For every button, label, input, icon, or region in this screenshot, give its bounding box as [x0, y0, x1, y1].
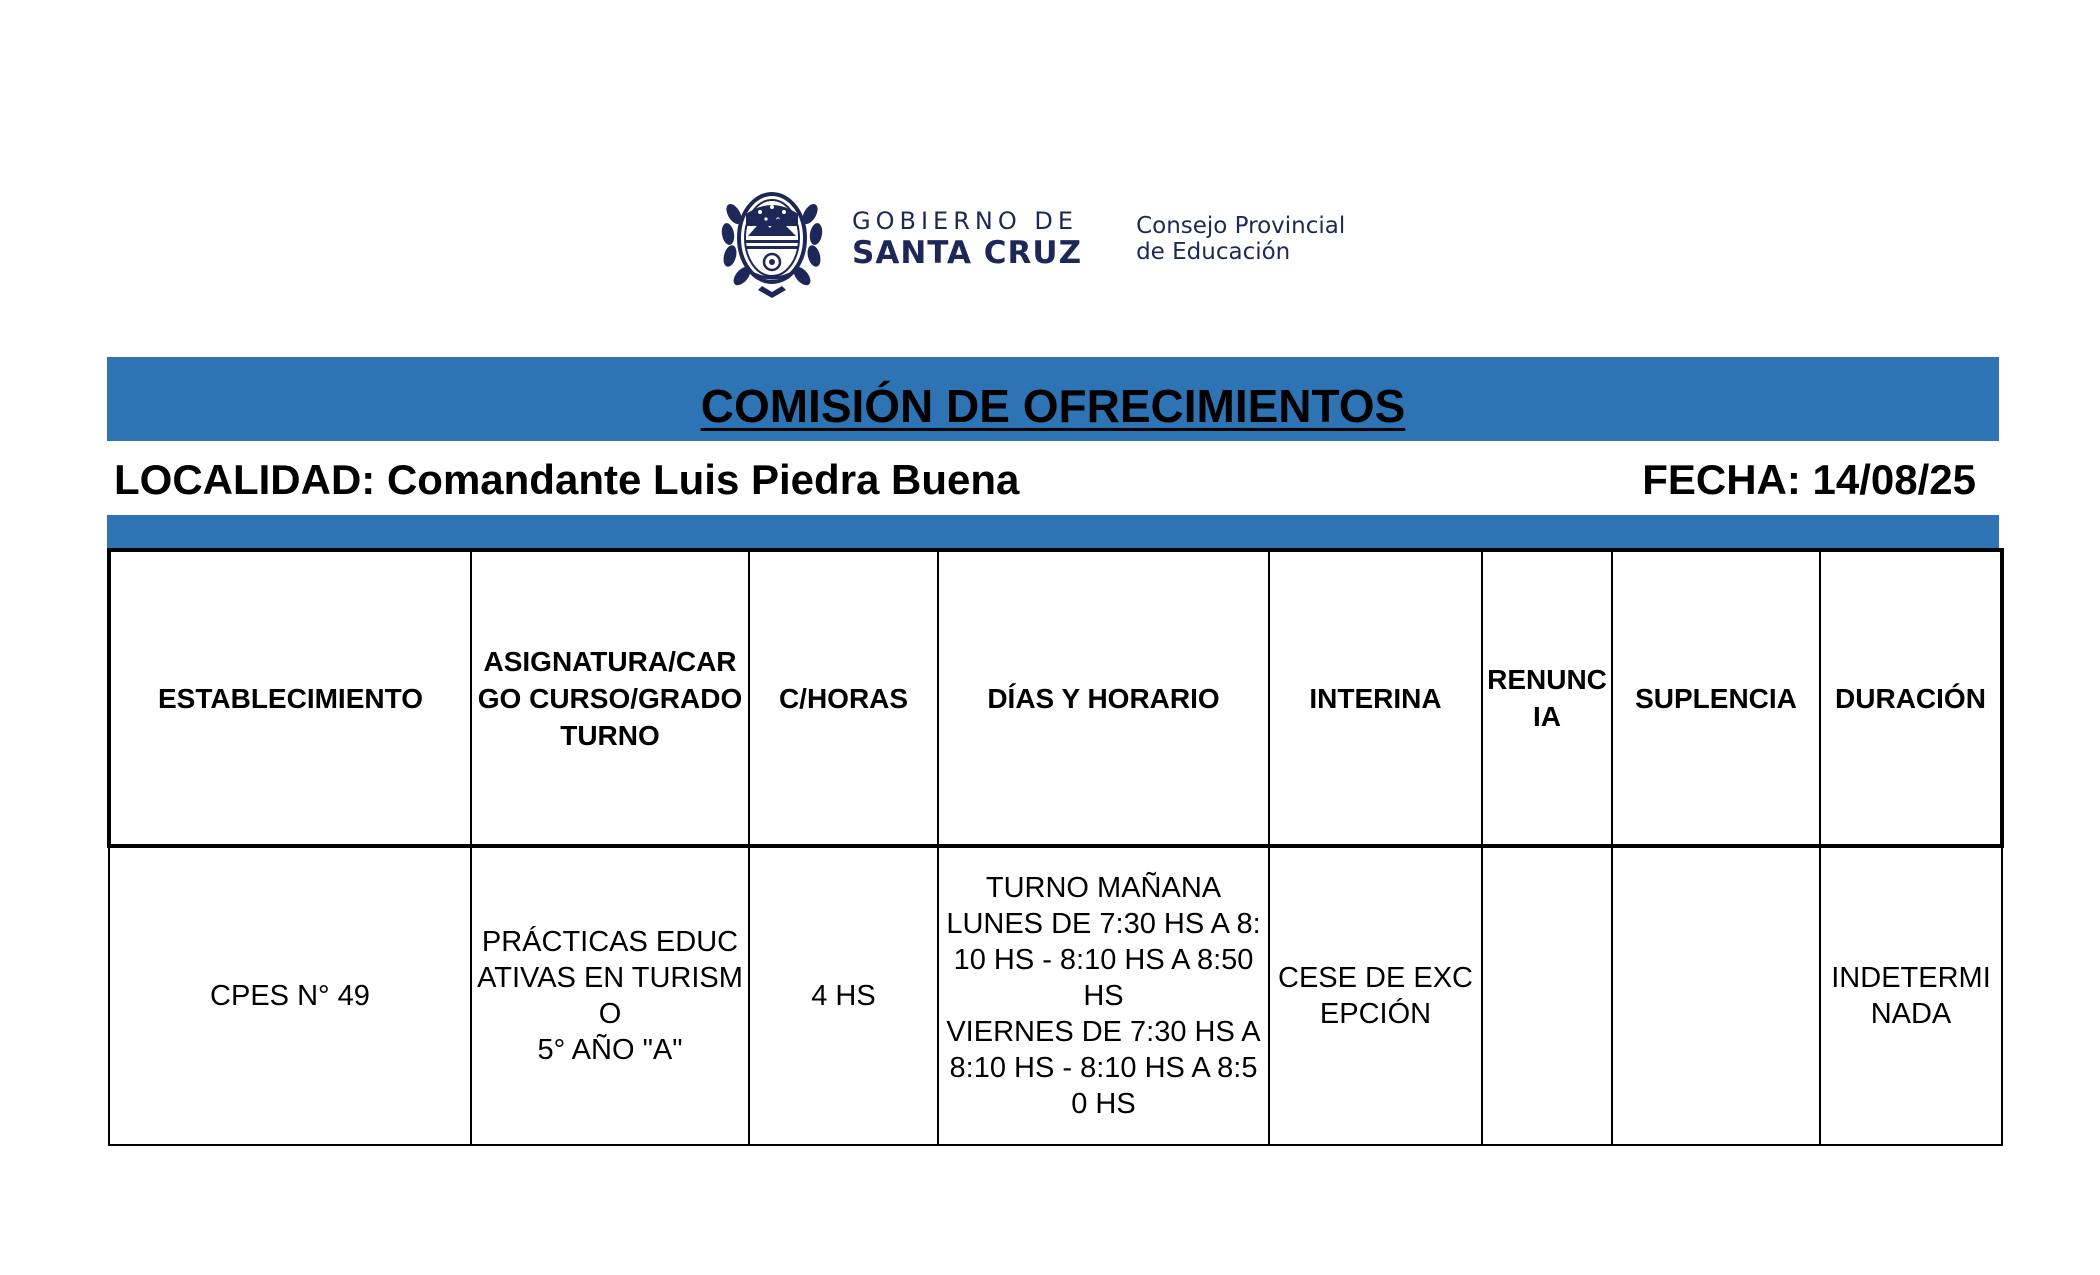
table-row	[109, 846, 2002, 1145]
info-row	[114, 448, 1976, 512]
cell-duracion: INDETERMINADA	[1820, 846, 2002, 1145]
localidad-label: LOCALIDAD: Comandante Luis Piedra Buena	[114, 456, 1020, 503]
page-title: COMISIÓN DE OFRECIMIENTOS	[700, 380, 1406, 432]
col-header-renuncia: RENUNCIA	[1482, 550, 1612, 846]
gov-line-1: GOBIERNO DE	[852, 207, 1078, 235]
col-header-dias-horario: DÍAS Y HORARIO	[938, 550, 1269, 846]
gov-line-2: SANTA CRUZ	[852, 235, 1083, 271]
cell-dias-horario: TURNO MAÑANA LUNES DE 7:30 HS A 8:10 HS - 8:10 HS A 8:50 HS VIERNES DE 7:30 HS A 8:10 HS - 8:10 HS A 8:50 HS	[938, 846, 1269, 1145]
col-header-asignatura: ASIGNATURA/CARGO CURSO/GRADO TURNO	[471, 550, 749, 846]
cell-horas: 4 HS	[749, 846, 938, 1145]
header-logo	[720, 174, 1345, 304]
fecha-label: FECHA: 14/08/25	[1642, 456, 1976, 503]
council-line-2: de Educación	[1136, 239, 1291, 265]
council-line-1: Consejo Provincial	[1136, 213, 1346, 239]
government-name	[852, 207, 1082, 271]
divider-band	[107, 515, 1999, 548]
col-header-interina: INTERINA	[1269, 550, 1482, 846]
offers-table	[107, 548, 2004, 1146]
title-band	[107, 357, 1999, 441]
cell-suplencia	[1612, 846, 1820, 1145]
cell-interina: CESE DE EXCEPCIÓN	[1269, 846, 1482, 1145]
table-header-row	[109, 550, 2002, 846]
cell-renuncia	[1482, 846, 1612, 1145]
cell-asignatura: PRÁCTICAS EDUCATIVAS EN TURISMO 5° AÑO "A"	[471, 846, 749, 1145]
provincial-coat-of-arms-icon	[720, 174, 824, 304]
col-header-suplencia: SUPLENCIA	[1612, 550, 1820, 846]
col-header-establecimiento: ESTABLECIMIENTO	[109, 550, 471, 846]
col-header-horas: C/HORAS	[749, 550, 938, 846]
council-name	[1136, 213, 1345, 265]
cell-establecimiento: CPES N° 49	[109, 846, 471, 1145]
col-header-duracion: DURACIÓN	[1820, 550, 2002, 846]
